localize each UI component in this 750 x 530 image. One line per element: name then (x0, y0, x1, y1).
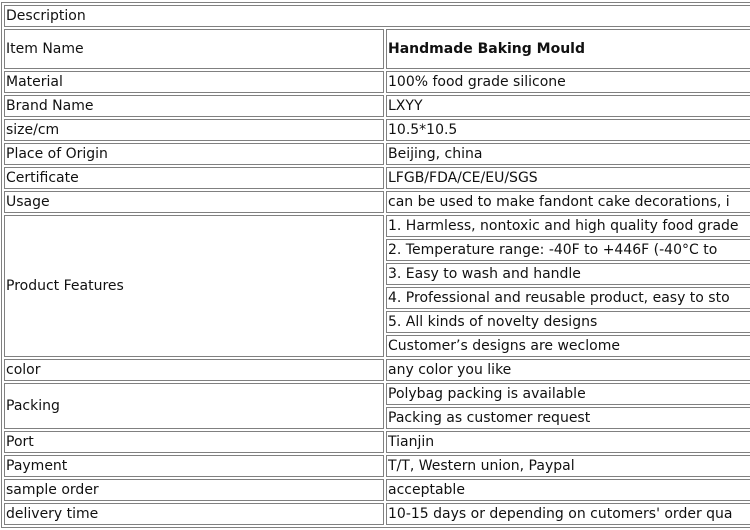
product-spec-table (1, 2, 750, 528)
payment-label: Payment (4, 455, 384, 477)
table-row (4, 5, 750, 27)
port-label: Port (4, 431, 384, 453)
usage-value: can be used to make fandont cake decorations, i (386, 191, 750, 213)
description-header: Description (4, 5, 750, 27)
feature-item: 4. Professional and reusable product, easy to sto (386, 287, 750, 309)
usage-label: Usage (4, 191, 384, 213)
table-row (4, 503, 750, 525)
table-row (4, 167, 750, 189)
table-row (4, 455, 750, 477)
delivery-time-value: 10-15 days or depending on cutomers' order qua (386, 503, 750, 525)
table-row (4, 431, 750, 453)
table-row (4, 479, 750, 501)
table-row (4, 71, 750, 93)
brand-name-value: LXYY (386, 95, 750, 117)
material-label: Material (4, 71, 384, 93)
color-value: any color you like (386, 359, 750, 381)
feature-item: 5. All kinds of novelty designs (386, 311, 750, 333)
table-row (4, 215, 750, 237)
origin-label: Place of Origin (4, 143, 384, 165)
origin-value: Beijing, china (386, 143, 750, 165)
material-value: 100% food grade silicone (386, 71, 750, 93)
brand-name-label: Brand Name (4, 95, 384, 117)
size-value: 10.5*10.5 (386, 119, 750, 141)
payment-value: T/T, Western union, Paypal (386, 455, 750, 477)
delivery-time-label: delivery time (4, 503, 384, 525)
certificate-label: Certificate (4, 167, 384, 189)
port-value: Tianjin (386, 431, 750, 453)
table-row (4, 143, 750, 165)
table-row (4, 119, 750, 141)
packing-item: Polybag packing is available (386, 383, 750, 405)
size-label: size/cm (4, 119, 384, 141)
table-row (4, 383, 750, 405)
table-row (4, 95, 750, 117)
sample-order-label: sample order (4, 479, 384, 501)
packing-item: Packing as customer request (386, 407, 750, 429)
feature-item: 3. Easy to wash and handle (386, 263, 750, 285)
feature-item: 1. Harmless, nontoxic and high quality food grade (386, 215, 750, 237)
sample-order-value: acceptable (386, 479, 750, 501)
feature-item: 2. Temperature range: -40F to +446F (-40°C to (386, 239, 750, 261)
packing-label: Packing (4, 383, 384, 429)
feature-item: Customer’s designs are weclome (386, 335, 750, 357)
color-label: color (4, 359, 384, 381)
features-label: Product Features (4, 215, 384, 357)
table-row (4, 29, 750, 69)
certificate-value: LFGB/FDA/CE/EU/SGS (386, 167, 750, 189)
table-row (4, 359, 750, 381)
item-name-label: Item Name (4, 29, 384, 69)
table-row (4, 191, 750, 213)
item-name-value: Handmade Baking Mould (386, 29, 750, 69)
